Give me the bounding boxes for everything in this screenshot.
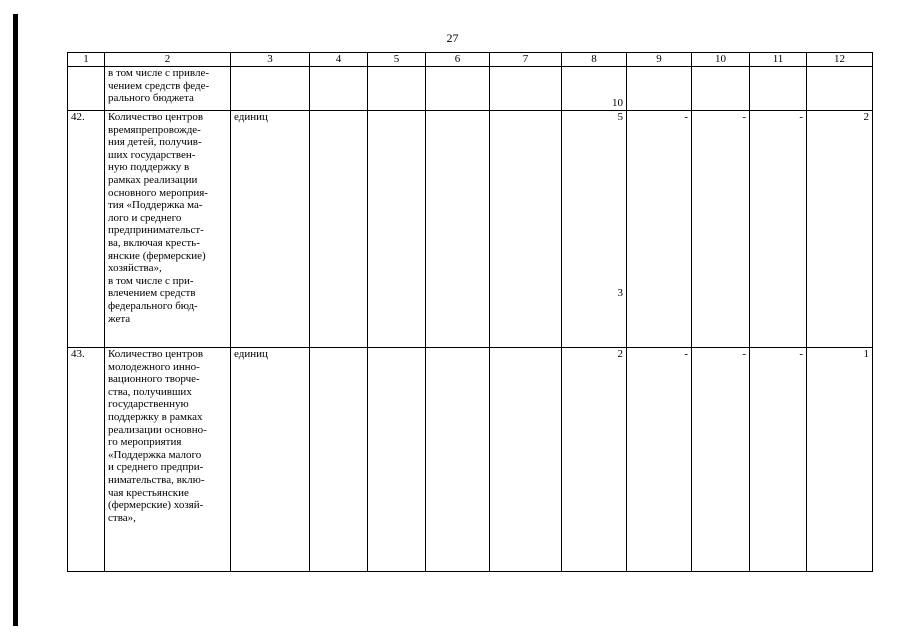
col8-cell: 2 bbox=[562, 348, 627, 572]
indicator-name bbox=[105, 348, 231, 572]
empty-cell bbox=[426, 348, 490, 572]
name-line: жета bbox=[108, 312, 131, 325]
table-header-row bbox=[68, 53, 873, 67]
col8-total-value: 5 bbox=[617, 111, 623, 123]
col10-cell bbox=[692, 67, 750, 111]
unit-cell: единиц bbox=[231, 348, 310, 572]
table-row bbox=[68, 67, 873, 111]
name-line: реализации основно- bbox=[108, 423, 207, 436]
col8-value: 10 bbox=[612, 97, 623, 110]
name-line: рального бюджета bbox=[108, 92, 194, 105]
name-line: ства», bbox=[108, 511, 136, 524]
col11-cell: - bbox=[750, 348, 807, 572]
col12-cell: 2 bbox=[807, 111, 873, 348]
table-row bbox=[68, 348, 873, 572]
row-number: 43. bbox=[68, 348, 105, 572]
empty-cell bbox=[490, 67, 562, 111]
column-header: 2 bbox=[105, 53, 231, 67]
col11-cell bbox=[750, 67, 807, 111]
name-line: рамках реализации bbox=[108, 173, 198, 186]
name-line: Количество центров bbox=[108, 348, 204, 360]
empty-cell bbox=[310, 67, 368, 111]
name-line: ния детей, получив- bbox=[108, 136, 202, 149]
name-line: основного мероприя- bbox=[108, 186, 208, 199]
col8-federal-value: 3 bbox=[617, 286, 623, 299]
row-number bbox=[68, 67, 105, 111]
name-line: предпринимательст- bbox=[108, 224, 204, 237]
column-header: 11 bbox=[750, 53, 807, 67]
col9-cell: - bbox=[627, 348, 692, 572]
name-line: янские (фермерские) bbox=[108, 249, 206, 262]
name-line: влечением средств bbox=[108, 287, 196, 300]
column-header: 12 bbox=[807, 53, 873, 67]
indicator-table bbox=[67, 52, 873, 572]
empty-cell bbox=[368, 67, 426, 111]
col12-cell bbox=[807, 67, 873, 111]
column-header: 4 bbox=[310, 53, 368, 67]
column-header: 6 bbox=[426, 53, 490, 67]
name-line: Количество центров bbox=[108, 111, 204, 123]
name-line: хозяйства», bbox=[108, 262, 162, 275]
name-line: (фермерские) хозяй- bbox=[108, 499, 204, 512]
unit-cell bbox=[231, 67, 310, 111]
col12-cell: 1 bbox=[807, 348, 873, 572]
name-line: времяпрепровожде- bbox=[108, 123, 201, 136]
col11-cell: - bbox=[750, 111, 807, 348]
column-header: 1 bbox=[68, 53, 105, 67]
column-header: 10 bbox=[692, 53, 750, 67]
binding-margin-bar bbox=[13, 14, 18, 626]
name-line: вационного творче- bbox=[108, 373, 200, 386]
empty-cell bbox=[426, 111, 490, 348]
name-line: федерального бюд- bbox=[108, 299, 198, 312]
name-line: ства, получивших bbox=[108, 385, 192, 398]
unit-cell: единиц bbox=[231, 111, 310, 348]
empty-cell bbox=[490, 111, 562, 348]
indicator-name bbox=[105, 67, 231, 111]
name-line: чением средств феде- bbox=[108, 79, 210, 92]
name-line: лого и среднего bbox=[108, 211, 182, 224]
col8-cell bbox=[562, 67, 627, 111]
name-line: государственную bbox=[108, 398, 189, 411]
name-line: чая крестьянские bbox=[108, 486, 189, 499]
column-header: 8 bbox=[562, 53, 627, 67]
column-header: 5 bbox=[368, 53, 426, 67]
column-header: 7 bbox=[490, 53, 562, 67]
name-line: нимательства, вклю- bbox=[108, 473, 205, 486]
col9-cell: - bbox=[627, 111, 692, 348]
empty-cell bbox=[310, 348, 368, 572]
name-line: поддержку в рамках bbox=[108, 410, 203, 423]
column-header: 9 bbox=[627, 53, 692, 67]
empty-cell bbox=[490, 348, 562, 572]
row-number: 42. bbox=[68, 111, 105, 348]
name-line: и среднего предпри- bbox=[108, 461, 204, 474]
table-row bbox=[68, 111, 873, 348]
empty-cell bbox=[310, 111, 368, 348]
name-line: ших государствен- bbox=[108, 148, 196, 161]
empty-cell bbox=[368, 348, 426, 572]
col8-cell bbox=[562, 111, 627, 348]
name-line: молодежного инно- bbox=[108, 360, 200, 373]
col9-cell bbox=[627, 67, 692, 111]
col10-cell: - bbox=[692, 348, 750, 572]
name-line: ную поддержку в bbox=[108, 161, 190, 174]
page-number: 27 bbox=[446, 31, 459, 45]
column-header: 3 bbox=[231, 53, 310, 67]
name-line: в том числе с при- bbox=[108, 274, 194, 287]
name-line: го мероприятия bbox=[108, 436, 182, 449]
indicator-name bbox=[105, 111, 231, 348]
empty-cell bbox=[368, 111, 426, 348]
name-line: «Поддержка малого bbox=[108, 448, 202, 461]
name-line: тия «Поддержка ма- bbox=[108, 199, 203, 212]
col10-cell: - bbox=[692, 111, 750, 348]
name-line: в том числе с привле- bbox=[108, 67, 210, 79]
name-line: ва, включая кресть- bbox=[108, 236, 200, 249]
empty-cell bbox=[426, 67, 490, 111]
